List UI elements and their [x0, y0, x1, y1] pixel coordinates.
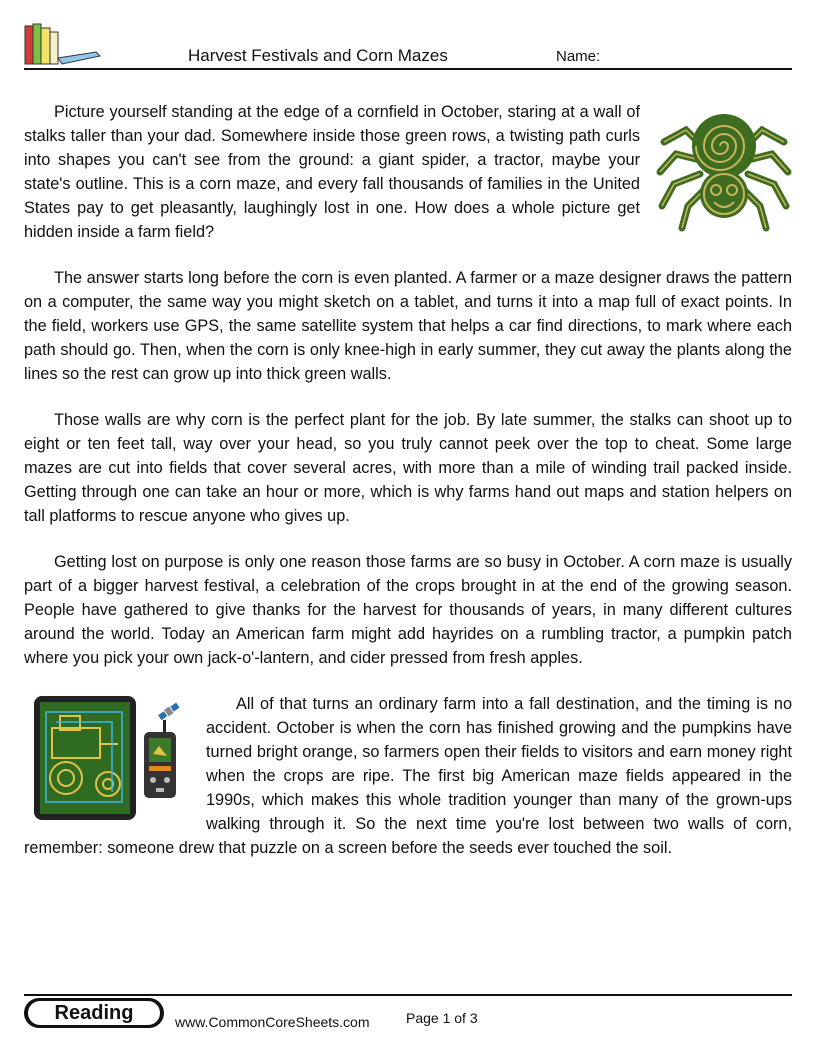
books-icon — [24, 22, 102, 66]
paragraph-4: Getting lost on purpose is only one reason those farms are so busy in October. A corn maze is usually part of a bigger harvest festival, a celebration of the crops brought in at the end of the growing season. People have gathered to give thanks for the harvest for thousands of years, in many different cultures around the world. Today an American farm might add hayrides on a rumbling tractor, a pumpkin patch where you pick your own jack-o'-lantern, and cider pressed from fresh apples. — [24, 553, 792, 667]
paragraph-2: The answer starts long before the corn is even planted. A farmer or a maze designer draws the pattern on a computer, the same way you might sketch on a tablet, and turns it into a map full of exact points. In the field, workers use GPS, the same satellite system that helps a car find directions, to mark where each path should go. Then, when the corn is only knee-high in early summer, they cut away the plants along the lines so the rest can grow up into thick green walls. — [24, 269, 792, 383]
paragraph-1: Picture yourself standing at the edge of a cornfield in October, staring at a wall of stalks taller than your dad. Somewhere inside those green rows, a twisting path curls into shapes you can't see from the ground: a giant spider, a tractor, maybe your state's outline. This is a corn maze, and every fall thousands of families in the United States pay to get pleasantly, laughingly lost in one. How does a whole picture get hidden inside a farm field? — [24, 103, 640, 241]
tablet-and-gps-image — [32, 692, 194, 828]
footer-rule — [24, 994, 792, 996]
article-body — [24, 100, 792, 882]
page-number: Page 1 of 3 — [406, 1010, 478, 1026]
paragraph-3: Those walls are why corn is the perfect plant for the job. By late summer, the stalks can shoot up to eight or ten feet tall, way over your head, so you truly cannot peek over the top to cheat. Some large mazes are cut into fields that cover several acres, with more than a mile of winding trail packed inside. Getting through one can take an hour or more, which is why farms hand out maps and station helpers on tall platforms to rescue anyone who gives up. — [24, 411, 792, 525]
name-label: Name: — [556, 48, 601, 65]
subject-badge — [24, 998, 164, 1028]
paragraph-5: All of that turns an ordinary farm into a fall destination, and the timing is no accident. October is when the corn has finished growing and the pumpkins have turned bright orange, so farmers open their fields to visitors and earn money right when the crops are ripe. The first big American maze fields appeared in the 1990s, which makes this whole tradition younger than many of the grown-ups walking through it. So the next time you're lost between two walls of corn, remember: someone drew that puzzle on a screen before the seeds ever touched the soil. — [24, 695, 792, 857]
worksheet-header — [24, 18, 792, 70]
website-link[interactable]: www.CommonCoreSheets.com — [175, 1014, 370, 1030]
page-title: Harvest Festivals and Corn Mazes — [188, 46, 448, 65]
header-rule — [24, 68, 792, 70]
subject-label: Reading — [28, 1001, 160, 1025]
spider-corn-maze-image — [656, 102, 792, 232]
